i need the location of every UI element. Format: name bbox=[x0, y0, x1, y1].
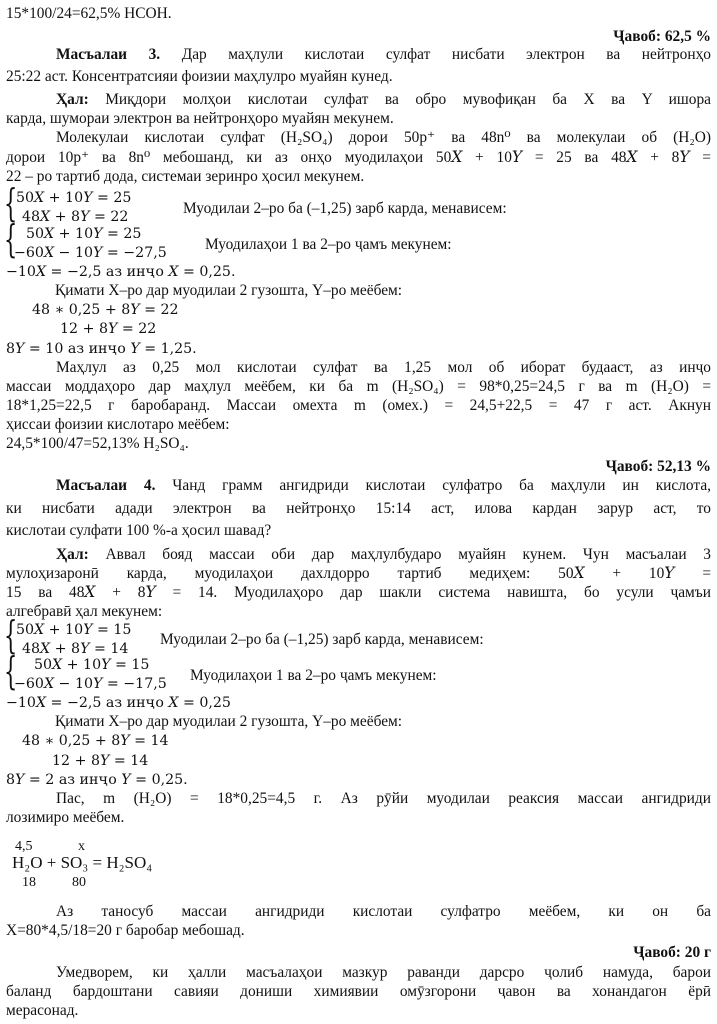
system-brace: { bbox=[4, 613, 18, 657]
problem-3-text: Дар маҳлули кислотаи сулфат нисбати электрон ва нейтронҳо bbox=[181, 46, 711, 63]
solution-4-label: Ҳал: bbox=[56, 546, 89, 563]
reaction-bottom-left: 18 bbox=[22, 875, 36, 890]
calc-line-1: 48 ∗ 0,25 + 8𝑌 = 22 bbox=[32, 302, 179, 318]
solution-4-text: Аввал бояд массаи оби дар маҳлулбударо муайян кунем. Чун масъалаи 3 bbox=[105, 546, 711, 563]
text-line: 24,5*100/47=52,13% H₂SO₄. bbox=[6, 435, 189, 452]
solution-3-line-1 bbox=[6, 91, 711, 109]
system-brace: { bbox=[4, 217, 18, 261]
answer-3: Ҷавоб: 20 г bbox=[633, 944, 711, 961]
system-brace: { bbox=[4, 649, 18, 693]
system-note: Муодилаи 2–ро ба (–1,25) зарб карда, менависем: bbox=[160, 631, 484, 648]
answer-2: Ҷавоб: 52,13 % bbox=[605, 458, 711, 475]
text-line: лозимиро меёбем. bbox=[6, 809, 125, 826]
conclusion-line-1: Умедворем, ки ҳалли масъалаҳои мазкур раванди дарсро ҷолиб намуда, барои bbox=[56, 964, 711, 981]
answer-1: Ҷавоб: 62,5 % bbox=[613, 28, 711, 45]
molecule-line-1: Молекулаи кислотаи сулфат (H₂SO₄) дорои 50p⁺ ва 48n⁰ ва молекулаи об (H₂O) bbox=[56, 129, 711, 146]
solution-3-text: Миқдори молҳои кислотаи сулфат ва обро мувофиқан ба X ва Y ишора bbox=[105, 91, 711, 108]
system-eq-1: 50𝑋 + 10𝑌 = 25 bbox=[16, 190, 132, 206]
problem-4-line-2: ки нисбати адади электрон ва нейтронҳо 15:14 аст, илова кардан зарур аст, то bbox=[6, 500, 711, 517]
problem-4-line-1 bbox=[6, 477, 711, 495]
problem-4-line-3: кислотаи сулфати 100 %-а ҳосил шавад? bbox=[6, 522, 272, 539]
substitution-note: Қимати X–ро дар муодилаи 2 гузошта, Y–ро меёбем: bbox=[55, 282, 403, 299]
text-line: X=80*4,5/18=20 г баробар мебошад. bbox=[6, 922, 245, 939]
system-eq-1: 50𝑋 + 10𝑌 = 15 bbox=[16, 622, 132, 638]
conclusion-line-3: мерасонад. bbox=[6, 1002, 79, 1019]
result-x: −10𝑋 = −2,5 аз инҷо 𝑋 = 0,25 bbox=[6, 695, 231, 711]
problem-3-line-2: 25:22 аст. Консентратсияи фоизии маҳлулро муайян кунед. bbox=[6, 68, 393, 85]
system-eq-1: 50𝑋 + 10𝑌 = 15 bbox=[34, 657, 150, 673]
text-line: ҳиссаи фоизии кислотаро меёбем: bbox=[6, 416, 230, 433]
result-x: −10𝑋 = −2,5 аз инҷо 𝑋 = 0,25. bbox=[6, 264, 236, 280]
calc-line-3: 8𝑌 = 2 аз инҷо 𝑌 = 0,25. bbox=[6, 772, 188, 788]
text-line: Пас, m (H₂O) = 18*0,25=4,5 г. Аз рӯйи муодилаи реаксия массаи ангидриди bbox=[56, 790, 711, 807]
reaction-top-right: x bbox=[78, 839, 85, 854]
reaction-bottom-right: 80 bbox=[72, 875, 86, 890]
text-line: массаи моддаҳоро дар маҳлул меёбем, ки ба m (H₂SO₄) = 98*0,25=24,5 г ва m (H₂O) = bbox=[6, 378, 711, 395]
text-line: Аз таносуб массаи ангидриди кислотаи сулфатро меёбем, ки он ба bbox=[56, 903, 711, 920]
system-eq-2: −60𝑋 − 10𝑌 = −17,5 bbox=[14, 676, 167, 692]
problem-3-line-1 bbox=[6, 46, 711, 64]
system-note: Муодилаҳои 1 ва 2–ро ҷамъ мекунем: bbox=[190, 667, 437, 684]
system-brace: { bbox=[4, 181, 18, 225]
reaction-top-left: 4,5 bbox=[15, 839, 33, 854]
calc-line-2: 12 + 8𝑌 = 22 bbox=[60, 321, 157, 337]
reaction-equation: H₂O + SO₃ = H₂SO₄ bbox=[12, 853, 153, 872]
system-eq-1: 50𝑋 + 10𝑌 = 25 bbox=[26, 226, 142, 242]
system-note: Муодилаҳои 1 ва 2–ро ҷамъ мекунем: bbox=[205, 236, 452, 253]
system-eq-2: 48𝑋 + 8𝑌 = 14 bbox=[22, 641, 129, 657]
conclusion-line-2: баланд бардоштани савияи дониши химиявии омӯзгорони ҷавон ва хонандагон ёрӣ bbox=[6, 983, 711, 1000]
solution-4-line-2: мулоҳизаронӣ карда, муодилаҳои дахлдорро тартиб медиҳем: 50𝑋 + 10𝑌 = bbox=[6, 565, 711, 582]
calc-line-1: 48 ∗ 0,25 + 8𝑌 = 14 bbox=[22, 733, 169, 749]
calc-line-2: 12 + 8𝑌 = 14 bbox=[52, 753, 149, 769]
system-eq-2: 48𝑋 + 8𝑌 = 22 bbox=[22, 209, 129, 225]
substitution-note: Қимати X–ро дар муодилаи 2 гузошта, Y–ро меёбем: bbox=[55, 713, 403, 730]
system-note: Муодилаи 2–ро ба (–1,25) зарб карда, менависем: bbox=[183, 200, 507, 217]
solution-4-line-1 bbox=[6, 546, 711, 564]
calc-line-3: 8𝑌 = 10 аз инҷо 𝑌 = 1,25. bbox=[6, 341, 197, 357]
solution-4-line-3: 15 ва 48𝑋 + 8𝑌 = 14. Муодилаҳоро дар шакли система навишта, бо усули ҷамъи bbox=[6, 584, 711, 601]
molecule-line-3: 22 – ро тартиб дода, системаи зеринро ҳосил мекунем. bbox=[6, 168, 365, 185]
solution-4-line-4: алгебравӣ ҳал мекунем: bbox=[6, 603, 163, 620]
problem-4-text: Чанд грамм ангидриди кислотаи сулфатро ба маҳлули ин кислота, bbox=[172, 477, 712, 494]
solution-3-label: Ҳал: bbox=[56, 91, 89, 108]
system-eq-2: −60𝑋 − 10𝑌 = −27,5 bbox=[14, 245, 167, 261]
problem-3-title: Масъалаи 3. bbox=[56, 46, 161, 63]
solution-3-line-2: карда, шумораи электрон ва нейтронҳоро муайян мекунем. bbox=[6, 110, 394, 127]
result-line: 15*100/24=62,5% HCOH. bbox=[6, 5, 172, 22]
text-line: Маҳлул аз 0,25 мол кислотаи сулфат ва 1,25 мол об иборат будааст, аз инҷо bbox=[56, 359, 711, 376]
text-line: 18*1,25=22,5 г баробаранд. Массаи омехта m (омех.) = 24,5+22,5 = 47 г аст. Акнун bbox=[6, 397, 711, 414]
molecule-line-2: дорои 10p⁺ ва 8n⁰ мебошанд, ки аз онҳо муодилаҳои 50𝑋 + 10𝑌 = 25 ва 48𝑋 + 8𝑌 = bbox=[6, 149, 711, 166]
problem-4-title: Масъалаи 4. bbox=[56, 477, 156, 494]
